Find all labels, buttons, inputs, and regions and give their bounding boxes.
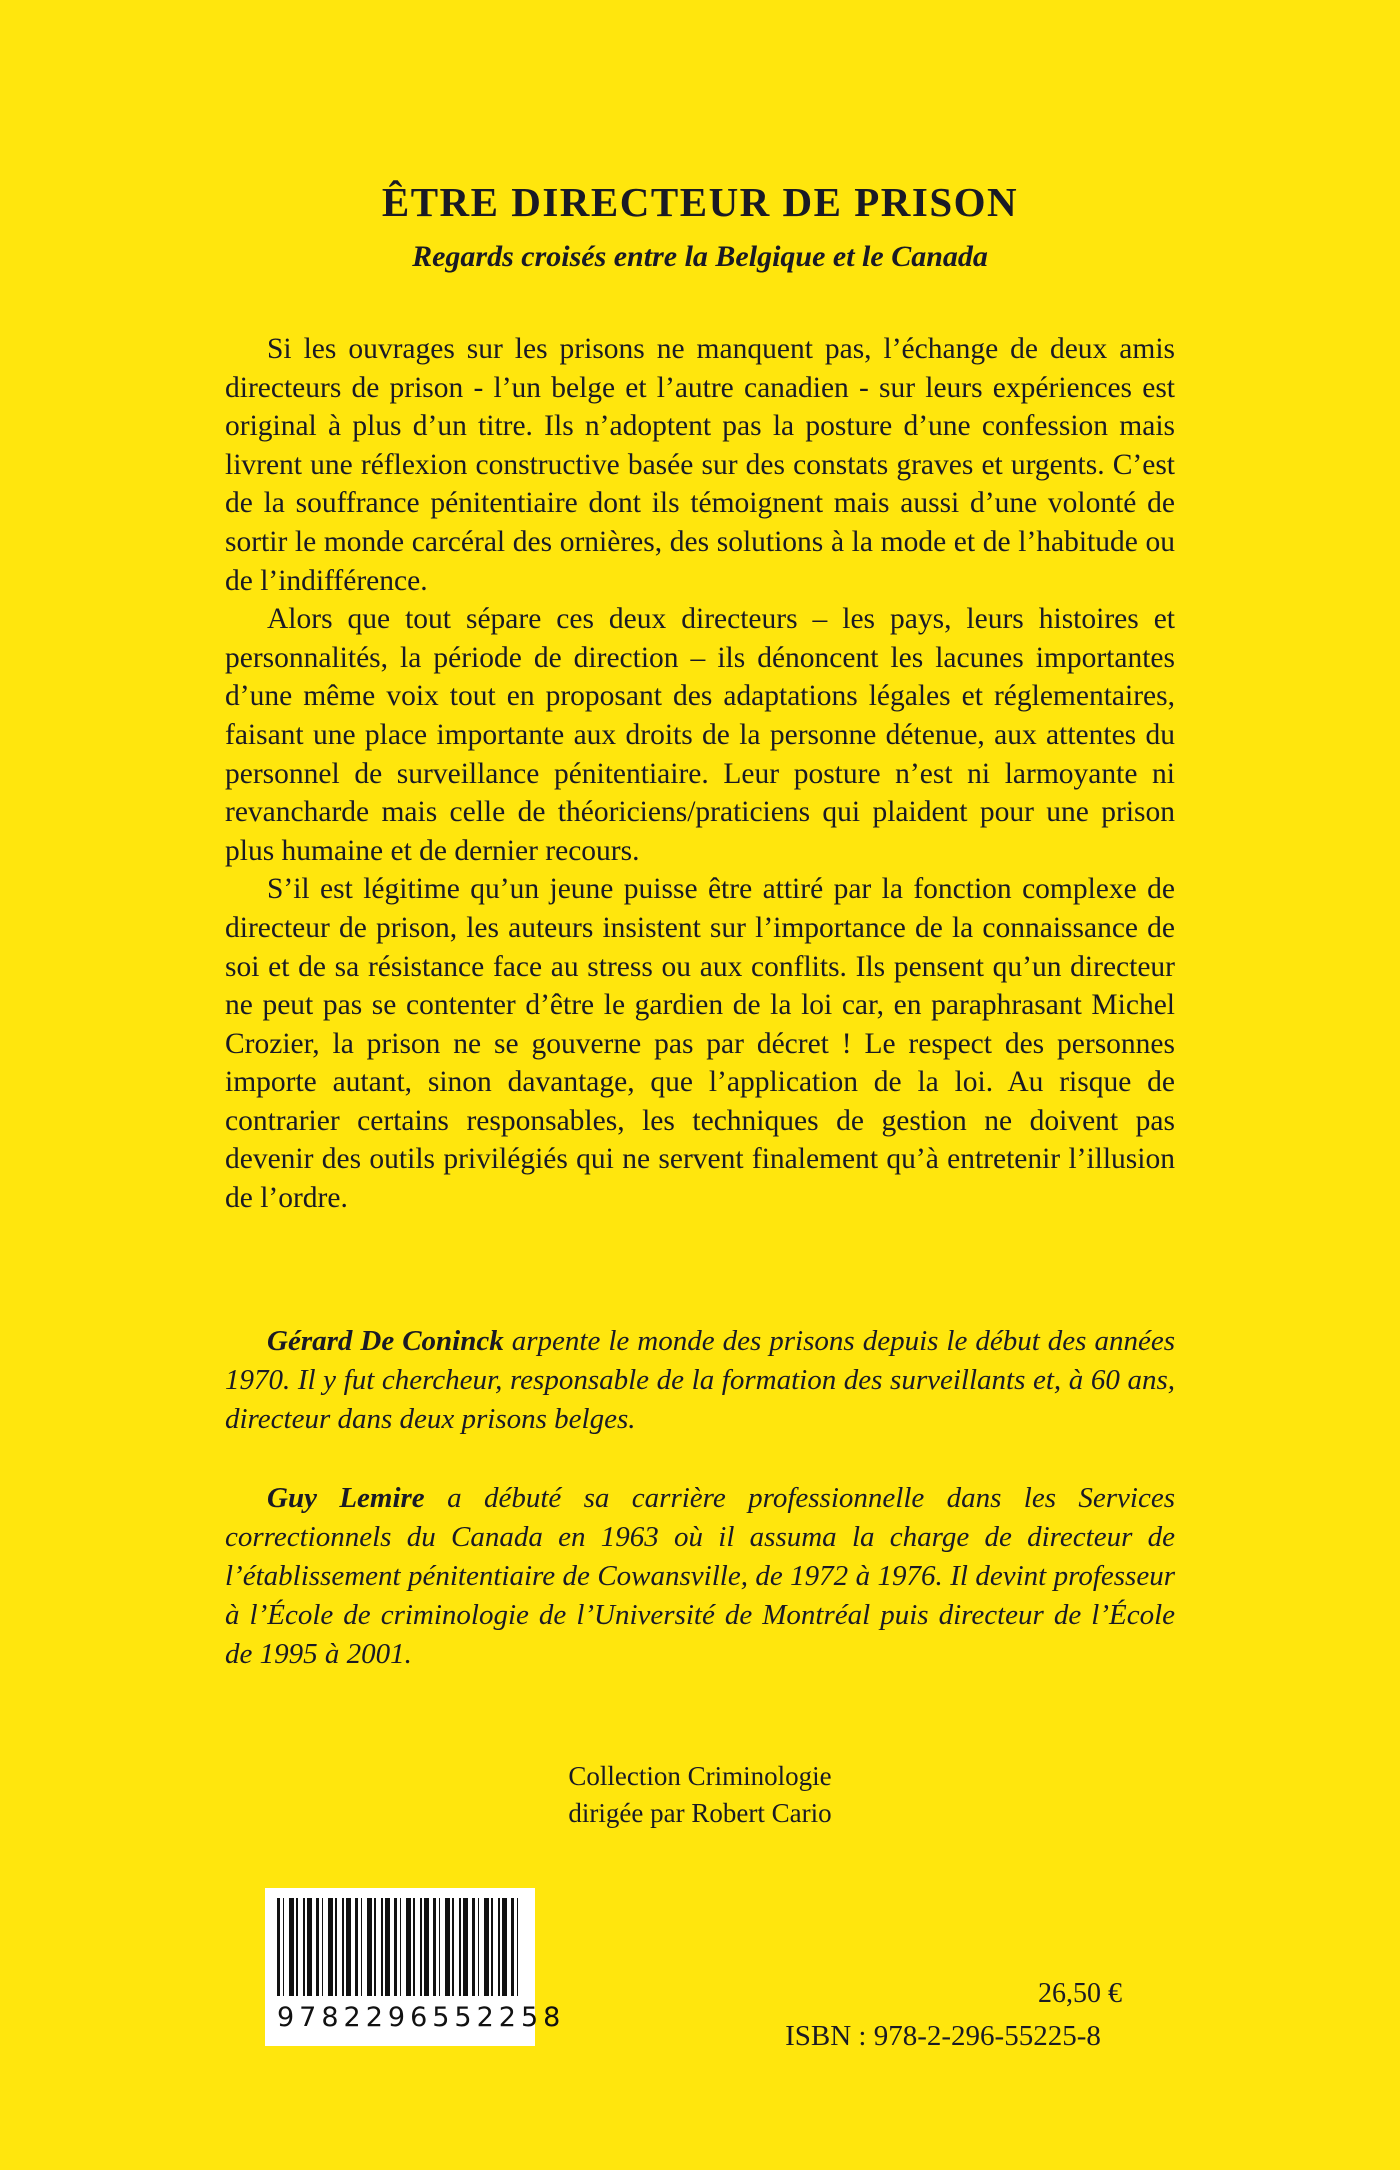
author-name-2: Guy Lemire xyxy=(267,1481,425,1514)
isbn: ISBN : 978-2-296-55225-8 xyxy=(785,2020,1101,2052)
price: 26,50 € xyxy=(1038,1978,1122,2009)
price-isbn-block xyxy=(758,1978,1128,2052)
barcode xyxy=(265,1888,566,2046)
author-bio-text-1: arpente le monde des prisons depuis le début des années 1970. Il y fut chercheur, responsable de la formation des surveillants et, à 60 ans, directeur dans deux prisons belges. xyxy=(225,1324,1175,1435)
collection-director: dirigée par Robert Cario xyxy=(568,1797,832,1828)
author-name-1: Gérard De Coninck xyxy=(267,1324,504,1357)
blurb-paragraph-2: Alors que tout sépare ces deux directeurs – les pays, leurs histoires et personnalités, la période de direction – ils dénoncent les lacunes importantes d’une même voix tout en proposant des adaptations légales et réglementaires, faisant une place importante aux droits de la personne détenue, aux attentes du personnel de surveillance pénitentiaire. Leur posture n’est ni larmoyante ni revancharde mais celle de théoriciens/praticiens qui plaident pour une prison plus humaine et de dernier recours. xyxy=(225,603,1175,867)
barcode-number: 9782296552258 xyxy=(277,2002,566,2033)
collection-name: Collection Criminologie xyxy=(568,1760,832,1791)
blurb-paragraph-1: Si les ouvrages sur les prisons ne manquent pas, l’échange de deux amis directeurs de prison - l’un belge et l’autre canadien - sur leurs expériences est original à plus d’un titre. Ils n’adoptent pas la posture d’une confession mais livrent une réflexion constructive basée sur des constats graves et urgents. C’est de la souffrance pénitentiaire dont ils témoignent mais aussi d’une volonté de sortir le monde carcéral des ornières, des solutions à la mode et de l’habitude ou de l’indifférence. xyxy=(225,333,1175,597)
cover-text-column xyxy=(225,0,1175,1832)
author-bio-2 xyxy=(225,1479,1175,1674)
collection-note xyxy=(225,1758,1175,1832)
author-bio-1 xyxy=(225,1322,1175,1439)
author-bios xyxy=(225,1322,1175,1674)
book-title: ÊTRE DIRECTEUR DE PRISON xyxy=(381,179,1019,225)
blurb-paragraph-3: S’il est légitime qu’un jeune puisse être attiré par la fonction complexe de directeur de prison, les auteurs insistent sur l’importance de la connaissance de soi et de sa résistance face au stress ou aux conflits. Ils pensent qu’un directeur ne peut pas se contenter d’être le gardien de la loi car, en paraphrasant Michel Crozier, la prison ne se gouverne pas par décret ! Le respect des personnes importe autant, sinon davantage, que l’application de la loi. Au risque de contrarier certains responsables, les techniques de gestion ne doivent pas devenir des outils privilégiés qui ne servent finalement qu’à entretenir l’illusion de l’ordre. xyxy=(225,873,1175,1215)
back-cover-blurb xyxy=(225,330,1175,1218)
author-bio-text-2: a débuté sa carrière professionnelle dans les Services correctionnels du Canada en 1963 où il assuma la charge de directeur de l’établissement pénitentiaire de Cowansville, de 1972 à 1976. Il devint professeur à l’École de criminologie de l’Université de Montréal puis directeur de l’École de 1995 à 2001. xyxy=(225,1481,1175,1670)
book-subtitle: Regards croisés entre la Belgique et le Canada xyxy=(412,240,988,273)
barcode-bars-image xyxy=(277,1898,523,1996)
